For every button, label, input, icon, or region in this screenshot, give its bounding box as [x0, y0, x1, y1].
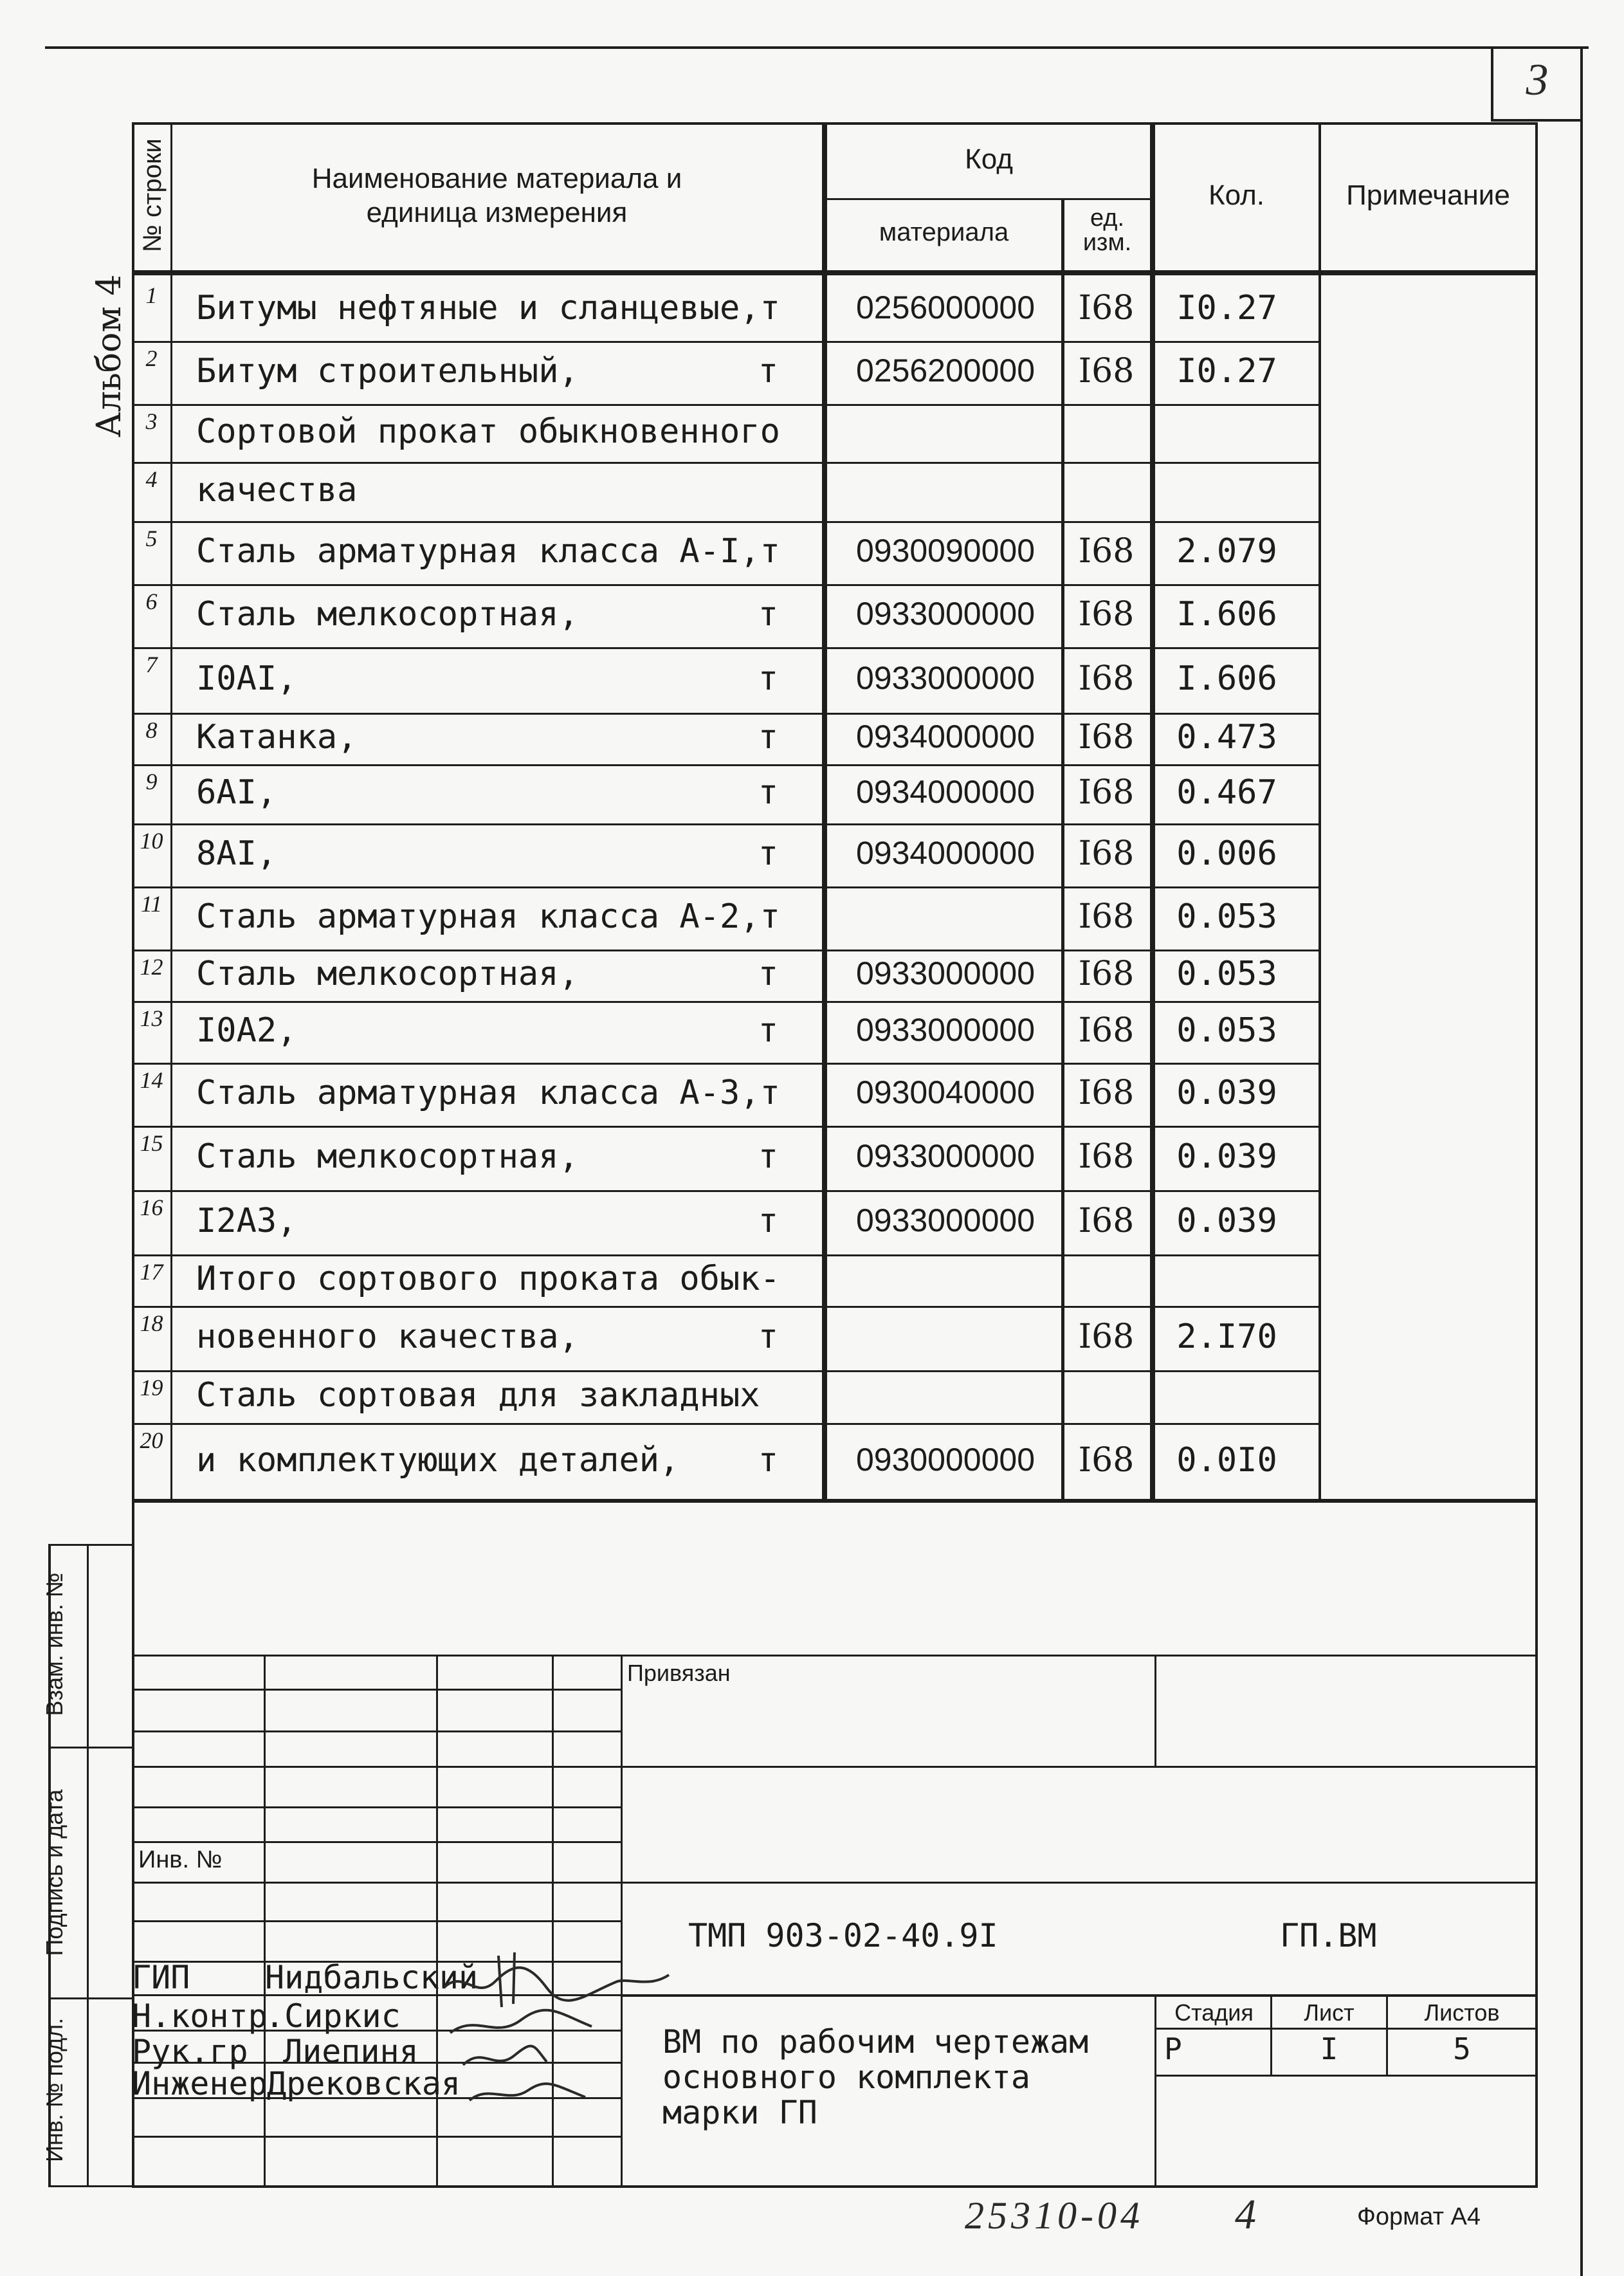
row-number: 4 [145, 466, 158, 492]
row-number: 17 [140, 1259, 163, 1285]
material-name [196, 352, 778, 390]
tb-person-0: Нидбальский [265, 1959, 479, 1996]
quantity: I0.27 [1176, 289, 1277, 327]
tb-person-2: Лиепиня [283, 2033, 419, 2070]
table-bottom [132, 1499, 1538, 1503]
title-block-row-line [132, 1689, 621, 1691]
row-number: 11 [140, 891, 163, 917]
tb-sheets-label: Листов [1424, 1999, 1500, 2026]
row-separator [132, 584, 1318, 586]
material-name-text: Сталь мелкосортная, [196, 1137, 579, 1176]
material-name [196, 897, 778, 936]
material-name [196, 471, 778, 509]
material-name-text: Битумы нефтяные и сланцевые,т [196, 289, 780, 327]
footer-format: Формат А4 [1357, 2203, 1481, 2230]
unit-code: I68 [1078, 659, 1135, 698]
row-number: 18 [140, 1310, 163, 1336]
material-name-text: Сталь мелкосортная, [196, 595, 579, 634]
unit-code: I68 [1078, 955, 1135, 993]
material-name-text: Сталь мелкосортная, [196, 955, 579, 993]
row-separator [132, 1370, 1318, 1372]
side-podpis: Подпись и дата [41, 1789, 68, 1956]
title-block-row-line [132, 1730, 621, 1732]
material-name-text: Итого сортового проката обык- [196, 1260, 780, 1298]
material-name [196, 1441, 778, 1480]
side-div1 [48, 1747, 134, 1748]
row-number: 8 [145, 717, 158, 743]
tb-role-2: Рук.гр [132, 2033, 248, 2070]
material-name [196, 1317, 778, 1356]
material-name-text: новенного качества, [196, 1317, 579, 1356]
material-name-text: и комплектующих деталей, [196, 1441, 680, 1480]
header-code: Код [965, 143, 1013, 175]
row-number: 7 [145, 652, 158, 677]
unit-code: I68 [1078, 1317, 1135, 1356]
material-unit-text: т [758, 352, 778, 390]
table-right [1535, 122, 1538, 2187]
material-unit-text: т [758, 955, 778, 993]
quantity: 0.0I0 [1176, 1441, 1277, 1480]
material-name [196, 412, 778, 451]
material-code: 0933000000 [855, 660, 1036, 696]
header-unit-line1: ед. [1090, 205, 1125, 232]
page-number-box-bottom [1491, 119, 1583, 122]
album-label: Альбом 4 [90, 274, 129, 437]
material-name-text: Сталь арматурная класса А-I,т [196, 532, 780, 571]
unit-code: I68 [1078, 1011, 1135, 1050]
material-code: 0933000000 [855, 596, 1036, 632]
quantity: 2.I70 [1176, 1317, 1277, 1356]
title-block-row-line [132, 1766, 621, 1768]
material-unit-text: т [758, 1317, 778, 1356]
material-code: 0930040000 [855, 1074, 1036, 1110]
tb-person-3: Дрековская [267, 2065, 461, 2102]
material-code: 0934000000 [855, 835, 1036, 871]
material-code: 0930090000 [855, 533, 1036, 569]
row-number: 15 [140, 1130, 163, 1156]
quantity: I.606 [1176, 595, 1277, 634]
tb-bottom [132, 2185, 1538, 2188]
row-separator [132, 713, 1318, 715]
tb-privyazan-div [1154, 1655, 1156, 1767]
material-name [196, 1137, 778, 1176]
material-name-text: Сталь арматурная класса А-3,т [196, 1074, 780, 1112]
quantity: 2.079 [1176, 532, 1277, 571]
unit-code: I68 [1078, 718, 1135, 757]
unit-code: I68 [1078, 1202, 1135, 1240]
row-number: 13 [140, 1005, 163, 1031]
material-unit-text: т [758, 834, 778, 873]
row-number: 16 [140, 1195, 163, 1220]
tb-doc-code: ТМП 903-02-40.9I [688, 1917, 998, 1954]
material-name [196, 834, 778, 873]
unit-code: I68 [1078, 1137, 1135, 1176]
header-code-divider [822, 198, 1150, 200]
material-name [196, 532, 778, 571]
tb-doc-mark: ГП.ВМ [1280, 1917, 1377, 1954]
quantity: 0.006 [1176, 834, 1277, 873]
unit-code: I68 [1078, 289, 1135, 327]
signature-marks [437, 1943, 682, 2110]
material-unit-text: т [758, 1011, 778, 1050]
tb-role-1: Н.контр [132, 1997, 268, 2035]
header-name-line1: Наименование материала и [311, 163, 682, 194]
material-code: 0933000000 [855, 1138, 1036, 1174]
row-separator [132, 341, 1318, 343]
header-bottom [132, 270, 1538, 275]
material-name [196, 595, 778, 634]
material-unit-text: т [758, 659, 778, 698]
top-rule [45, 46, 1589, 49]
tb-role-3: Инженер [132, 2065, 268, 2102]
header-name-line2: единица измерения [366, 197, 628, 228]
material-name [196, 1074, 778, 1112]
tb-role-0: ГИП [132, 1959, 190, 1996]
row-separator [132, 1306, 1318, 1308]
row-separator [132, 1254, 1318, 1256]
quantity: 0.053 [1176, 897, 1277, 936]
row-separator [132, 1126, 1318, 1128]
material-name-text: Сталь сортовая для закладных [196, 1376, 760, 1415]
title-block-row-line [132, 1806, 621, 1808]
material-name-text: I0АI, [196, 659, 297, 698]
row-separator [132, 886, 1318, 888]
material-code: 0256000000 [855, 289, 1036, 326]
tb-stage-left [1154, 1994, 1156, 2185]
title-block-row-line [132, 1882, 621, 1884]
row-number: 6 [145, 589, 158, 614]
tb-stage-hmid [1154, 2028, 1538, 2030]
tb-stage: Р [1164, 2032, 1182, 2066]
tb-desc-2: марки ГП [662, 2094, 817, 2131]
material-unit-text: т [758, 718, 778, 757]
row-number: 1 [145, 282, 158, 308]
row-separator [132, 1190, 1318, 1192]
material-code: 0930000000 [855, 1442, 1036, 1478]
tb-h-privyazan [621, 1766, 1538, 1768]
material-name [196, 289, 778, 327]
col-code-left [822, 122, 827, 1502]
side-top [48, 1544, 134, 1546]
material-name [196, 1202, 778, 1240]
material-name-text: Катанка, [196, 718, 358, 757]
title-block-row-line [132, 1920, 621, 1922]
material-code: 0256200000 [855, 353, 1036, 389]
tb-top [132, 1655, 1538, 1657]
unit-code: I68 [1078, 897, 1135, 936]
header-note: Примечание [1346, 179, 1510, 211]
unit-code: I68 [1078, 532, 1135, 571]
material-unit-text: т [758, 1137, 778, 1176]
table-top [132, 122, 1538, 125]
quantity: 0.039 [1176, 1074, 1277, 1112]
material-name [196, 1011, 778, 1050]
material-name [196, 659, 778, 698]
material-unit-text: т [758, 595, 778, 634]
quantity: I.606 [1176, 659, 1277, 698]
tb-inv-no: Инв. № [138, 1846, 223, 1873]
side-div2 [48, 1997, 134, 1999]
header-material: материала [879, 218, 1009, 246]
row-number: 19 [140, 1375, 163, 1400]
material-unit-text: т [758, 1441, 778, 1480]
quantity: 0.053 [1176, 955, 1277, 993]
tb-h-stamp [621, 1994, 1538, 1997]
col-qty-left [1150, 122, 1155, 1502]
row-separator [132, 647, 1318, 649]
page-number-box-left [1491, 46, 1493, 120]
title-block-row-line [132, 2136, 621, 2138]
material-name [196, 1260, 778, 1298]
material-name-text: качества [196, 471, 358, 509]
material-code: 0933000000 [855, 1012, 1036, 1048]
material-unit-text: т [758, 1202, 778, 1240]
material-name-text: 6АI, [196, 773, 277, 812]
row-separator [132, 1063, 1318, 1065]
tb-stage-label: Стадия [1174, 1999, 1254, 2026]
row-separator [132, 1001, 1318, 1003]
row-number: 3 [145, 408, 158, 434]
header-unit-line2: изм. [1082, 229, 1132, 256]
material-name-text: I0А2, [196, 1011, 297, 1050]
material-name-text: Сортовой прокат обыкновенного [196, 412, 780, 451]
row-number: 5 [145, 526, 158, 551]
row-separator [132, 521, 1318, 523]
quantity: 0.467 [1176, 773, 1277, 812]
row-separator [132, 462, 1318, 464]
tb-privyazan: Привязан [627, 1660, 731, 1686]
tb-sheet-label: Лист [1304, 1999, 1355, 2026]
header-qty: Кол. [1208, 179, 1265, 211]
tb-sheet: I [1320, 2032, 1338, 2066]
header-row-no: № строки [138, 138, 167, 252]
unit-code: I68 [1078, 1074, 1135, 1112]
col-rowno [170, 122, 172, 1502]
quantity: 0.053 [1176, 1011, 1277, 1050]
row-separator [132, 950, 1318, 951]
unit-code: I68 [1078, 352, 1135, 390]
row-separator [132, 823, 1318, 825]
page-number: 3 [1526, 55, 1549, 105]
row-number: 14 [140, 1067, 163, 1093]
tb-person-1: .Сиркис [265, 1997, 401, 2035]
quantity: 0.039 [1176, 1137, 1277, 1176]
side-inner [87, 1544, 89, 2187]
unit-code: I68 [1078, 1441, 1135, 1480]
row-separator [132, 764, 1318, 766]
material-code: 0934000000 [855, 719, 1036, 755]
unit-code: I68 [1078, 773, 1135, 812]
material-code: 0933000000 [855, 955, 1036, 991]
footer-archive-sheet: 4 [1235, 2191, 1256, 2238]
row-separator [132, 1423, 1318, 1425]
unit-code: I68 [1078, 595, 1135, 634]
row-number: 9 [145, 769, 158, 794]
material-name-text: I2А3, [196, 1202, 297, 1240]
material-code: 0934000000 [855, 774, 1036, 810]
quantity: 0.473 [1176, 718, 1277, 757]
side-bottom [48, 2185, 134, 2187]
side-vzam: Взам. инв. № [41, 1572, 68, 1716]
tb-h-code [621, 1882, 1538, 1884]
side-inv-podl: Инв. № подл. [41, 2017, 68, 2162]
material-name-text: Сталь арматурная класса А-2,т [196, 897, 780, 936]
row-number: 20 [140, 1427, 163, 1453]
row-number: 2 [145, 345, 158, 371]
material-unit-text: т [758, 773, 778, 812]
tb-desc-0: ВМ по рабочим чертежам [662, 2023, 1089, 2060]
tb-sheets: 5 [1453, 2032, 1471, 2066]
title-block-row-line [132, 1841, 621, 1843]
material-name-text: Битум строительный, [196, 352, 579, 390]
tb-stage-hbot [1154, 2075, 1538, 2077]
material-name [196, 773, 778, 812]
right-border [1580, 46, 1583, 2276]
material-name [196, 955, 778, 993]
material-code: 0933000000 [855, 1202, 1036, 1238]
material-name [196, 1376, 778, 1415]
material-name [196, 718, 778, 757]
row-separator [132, 404, 1318, 406]
tb-desc-1: основного комплекта [662, 2059, 1030, 2096]
row-number: 12 [140, 954, 163, 980]
quantity: I0.27 [1176, 352, 1277, 390]
footer-archive-no: 25310-04 [965, 2194, 1144, 2237]
quantity: 0.039 [1176, 1202, 1277, 1240]
row-number: 10 [140, 828, 163, 854]
col-note-left [1318, 122, 1321, 1502]
unit-code: I68 [1078, 834, 1135, 873]
material-name-text: 8АI, [196, 834, 277, 873]
